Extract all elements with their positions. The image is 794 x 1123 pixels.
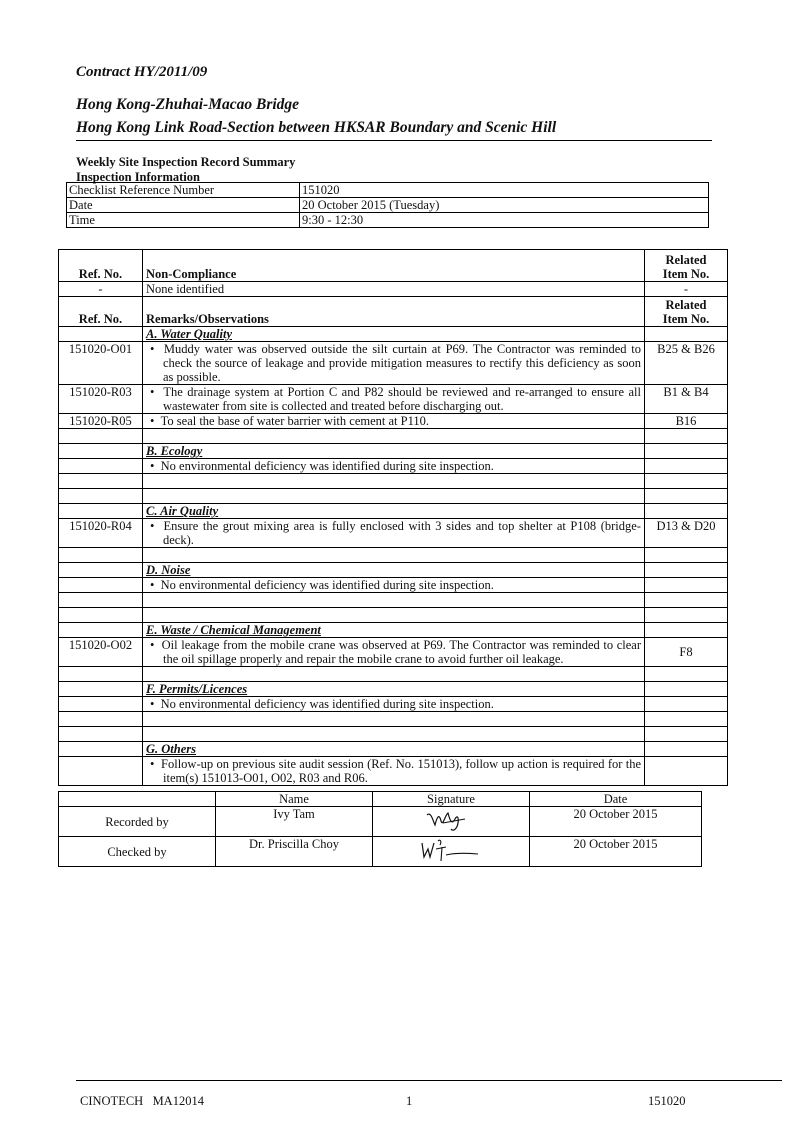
footer-right: 151020 <box>648 1094 686 1108</box>
item-related: F8 <box>645 638 728 667</box>
section-row <box>59 563 728 578</box>
signature-priscilla-choy <box>416 837 486 863</box>
empty-row <box>59 712 728 727</box>
info-label: Date <box>67 198 300 213</box>
table-row <box>59 342 728 385</box>
header-rule <box>76 140 712 141</box>
inspection-info-title: Inspection Information <box>76 170 200 184</box>
item-text: • Oil leakage from the mobile crane was observed at P69. The Contractor was reminded to clear the oil spillage properly and repair the mobile crane to avoid further oil leakage. <box>143 638 645 667</box>
section-permits-licences: F. Permits/Licences <box>143 682 645 697</box>
signoff-header-row <box>59 792 702 807</box>
signoff-row <box>59 837 702 867</box>
info-label: Time <box>67 213 300 228</box>
section-others: G. Others <box>143 742 645 757</box>
col-related-header: Related Item No. <box>645 250 728 282</box>
section-row <box>59 504 728 519</box>
empty-row <box>59 489 728 504</box>
section-noise: D. Noise <box>143 563 645 578</box>
info-value: 151020 <box>300 183 709 198</box>
table-row <box>59 385 728 414</box>
item-text: • No environmental deficiency was identified during site inspection. <box>143 459 645 474</box>
project-title-line2: Hong Kong Link Road-Section between HKSAR Boundary and Scenic Hill <box>76 119 557 136</box>
table-row <box>59 697 728 712</box>
item-text: • Ensure the grout mixing area is fully enclosed with 3 sides and top shelter at P108 (bridge-deck). <box>143 519 645 548</box>
empty-row <box>59 474 728 489</box>
section-air-quality: C. Air Quality <box>143 504 645 519</box>
empty-row <box>59 608 728 623</box>
item-ref: 151020-R04 <box>59 519 143 548</box>
info-row <box>67 213 709 228</box>
info-label: Checklist Reference Number <box>67 183 300 198</box>
nc-text: None identified <box>143 282 645 297</box>
section-row <box>59 623 728 638</box>
table-row <box>59 414 728 429</box>
info-row <box>67 198 709 213</box>
noncompliance-row <box>59 282 728 297</box>
col-signature-header: Signature <box>373 792 530 807</box>
noncompliance-header-row <box>59 250 728 282</box>
item-text: • No environmental deficiency was identified during site inspection. <box>143 697 645 712</box>
section-ecology: B. Ecology <box>143 444 645 459</box>
signoff-date: 20 October 2015 <box>530 837 702 867</box>
item-text: • Follow-up on previous site audit session (Ref. No. 151013), follow up action is required for the item(s) 151013-O01, O02, R03 and R06. <box>143 757 645 786</box>
remarks-header-row <box>59 297 728 327</box>
item-related: B25 & B26 <box>645 342 728 385</box>
col-noncompliance-header: Non-Compliance <box>143 250 645 282</box>
item-text: • To seal the base of water barrier with cement at P110. <box>143 414 645 429</box>
item-ref: 151020-R03 <box>59 385 143 414</box>
section-water-quality: A. Water Quality <box>143 327 645 342</box>
item-text: • Muddy water was observed outside the silt curtain at P69. The Contractor was reminded to check the source of leakage and provide mitigation measures to rectify this deficiency as soon as possible. <box>143 342 645 385</box>
signature-image <box>373 837 530 867</box>
item-ref: 151020-O02 <box>59 638 143 667</box>
section-waste-chemical: E. Waste / Chemical Management <box>143 623 645 638</box>
signoff-date: 20 October 2015 <box>530 807 702 837</box>
item-text: • The drainage system at Portion C and P82 should be reviewed and re-arranged to ensure all wastewater from site is collected and treated before discharging out. <box>143 385 645 414</box>
findings-table <box>58 249 728 786</box>
page-number: 1 <box>406 1094 413 1108</box>
item-related: D13 & D20 <box>645 519 728 548</box>
table-row <box>59 638 728 667</box>
item-ref: 151020-O01 <box>59 342 143 385</box>
signature-ivy-tam <box>421 807 481 833</box>
section-row <box>59 742 728 757</box>
empty-row <box>59 667 728 682</box>
empty-row <box>59 429 728 444</box>
col-date-header: Date <box>530 792 702 807</box>
col-ref-header: Ref. No. <box>59 297 143 327</box>
signoff-role: Checked by <box>59 837 216 867</box>
table-row <box>59 459 728 474</box>
footer-rule <box>76 1080 782 1081</box>
project-title-line1: Hong Kong-Zhuhai-Macao Bridge <box>76 96 300 113</box>
col-name-header: Name <box>216 792 373 807</box>
item-ref: 151020-R05 <box>59 414 143 429</box>
table-row <box>59 519 728 548</box>
signature-image <box>373 807 530 837</box>
nc-ref: - <box>59 282 143 297</box>
nc-related: - <box>645 282 728 297</box>
item-related: B1 & B4 <box>645 385 728 414</box>
info-row <box>67 183 709 198</box>
table-row <box>59 757 728 786</box>
col-ref-header: Ref. No. <box>59 250 143 282</box>
table-row <box>59 578 728 593</box>
contract-number: Contract HY/2011/09 <box>76 64 208 80</box>
summary-title: Weekly Site Inspection Record Summary <box>76 155 296 169</box>
col-remarks-header: Remarks/Observations <box>143 297 645 327</box>
info-value: 9:30 - 12:30 <box>300 213 709 228</box>
inspection-info-table <box>66 182 709 228</box>
footer-left: CINOTECH MA12014 <box>80 1094 204 1108</box>
section-row <box>59 444 728 459</box>
signoff-name: Dr. Priscilla Choy <box>216 837 373 867</box>
signoff-table <box>58 791 702 867</box>
info-value: 20 October 2015 (Tuesday) <box>300 198 709 213</box>
signoff-row <box>59 807 702 837</box>
empty-row <box>59 727 728 742</box>
empty-row <box>59 548 728 563</box>
item-related: B16 <box>645 414 728 429</box>
signoff-role: Recorded by <box>59 807 216 837</box>
section-row <box>59 327 728 342</box>
col-related-header: Related Item No. <box>645 297 728 327</box>
empty-row <box>59 593 728 608</box>
section-row <box>59 682 728 697</box>
item-text: • No environmental deficiency was identified during site inspection. <box>143 578 645 593</box>
signoff-name: Ivy Tam <box>216 807 373 837</box>
